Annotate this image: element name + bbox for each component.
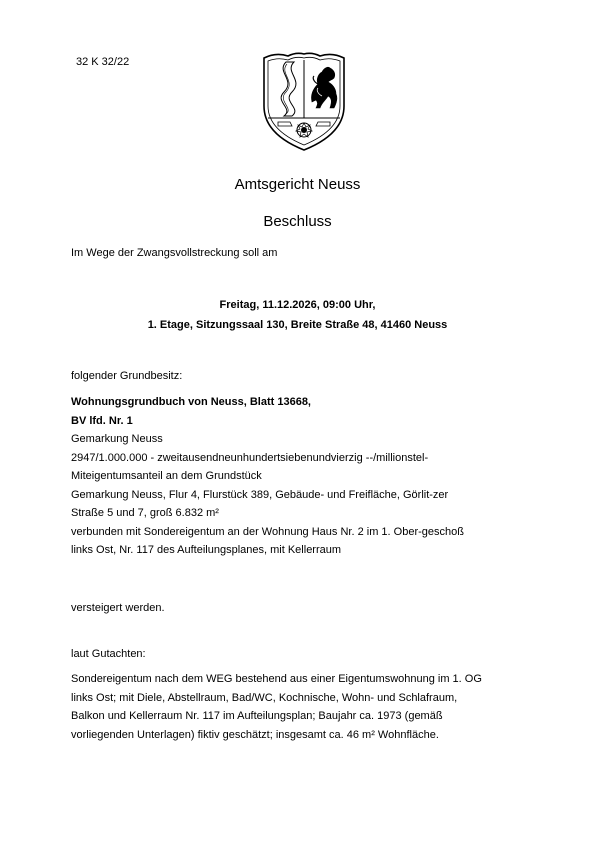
termin-location-line: 1. Etage, Sitzungssaal 130, Breite Straße 48, 41460 Neuss: [147, 319, 448, 331]
property-description: [71, 393, 541, 560]
aktenzeichen: 32 K 32/22: [76, 56, 130, 68]
property-bv-nr: BV lfd. Nr. 1: [71, 414, 133, 427]
gutachten-line: Sondereigentum nach dem WEG bestehend aus einer Eigentumswohnung im 1. OG: [71, 673, 482, 685]
property-line: Gemarkung Neuss, Flur 4, Flurstück 389, Gebäude- und Freifläche, Görlit-zer: [71, 488, 449, 501]
property-line: 2947/1.000.000 - zweitausendneunhundertsiebenundvierzig --/millionstel-: [71, 451, 429, 464]
termin-date-line: Freitag, 11.12.2026, 09:00 Uhr,: [219, 299, 376, 311]
gutachten-line: vorliegenden Unterlagen) fiktiv geschätzt; insgesamt ca. 46 m² Wohnfläche.: [71, 728, 439, 741]
court-name: Amtsgericht Neuss: [234, 176, 361, 193]
versteigert-text: versteigert werden.: [71, 602, 165, 614]
intro-text: Im Wege der Zwangsvollstreckung soll am: [71, 247, 278, 259]
gutachten-line: links Ost; mit Diele, Abstellraum, Bad/WC, Kochnische, Wohn- und Schlafraum,: [71, 691, 458, 704]
property-grundbuch: Wohnungsgrundbuch von Neuss, Blatt 13668,: [71, 396, 311, 408]
property-line: verbunden mit Sondereigentum an der Wohnung Haus Nr. 2 im 1. Ober-geschoß: [71, 525, 464, 538]
grundbesitz-label: folgender Grundbesitz:: [71, 370, 183, 382]
property-line: Gemarkung Neuss: [71, 433, 163, 445]
property-line: Straße 5 und 7, groß 6.832 m²: [71, 507, 219, 519]
nrw-coat-of-arms-icon: [258, 50, 350, 154]
gutachten-description: [71, 670, 541, 744]
document-title: Beschluss: [263, 213, 332, 230]
property-line: links Ost, Nr. 117 des Aufteilungsplanes, mit Kellerraum: [71, 544, 342, 556]
gutachten-label: laut Gutachten:: [71, 648, 146, 660]
gutachten-line: Balkon und Kellerraum Nr. 117 im Aufteilungsplan; Baujahr ca. 1973 (gemäß: [71, 710, 443, 722]
property-line: Miteigentumsanteil an dem Grundstück: [71, 470, 262, 482]
